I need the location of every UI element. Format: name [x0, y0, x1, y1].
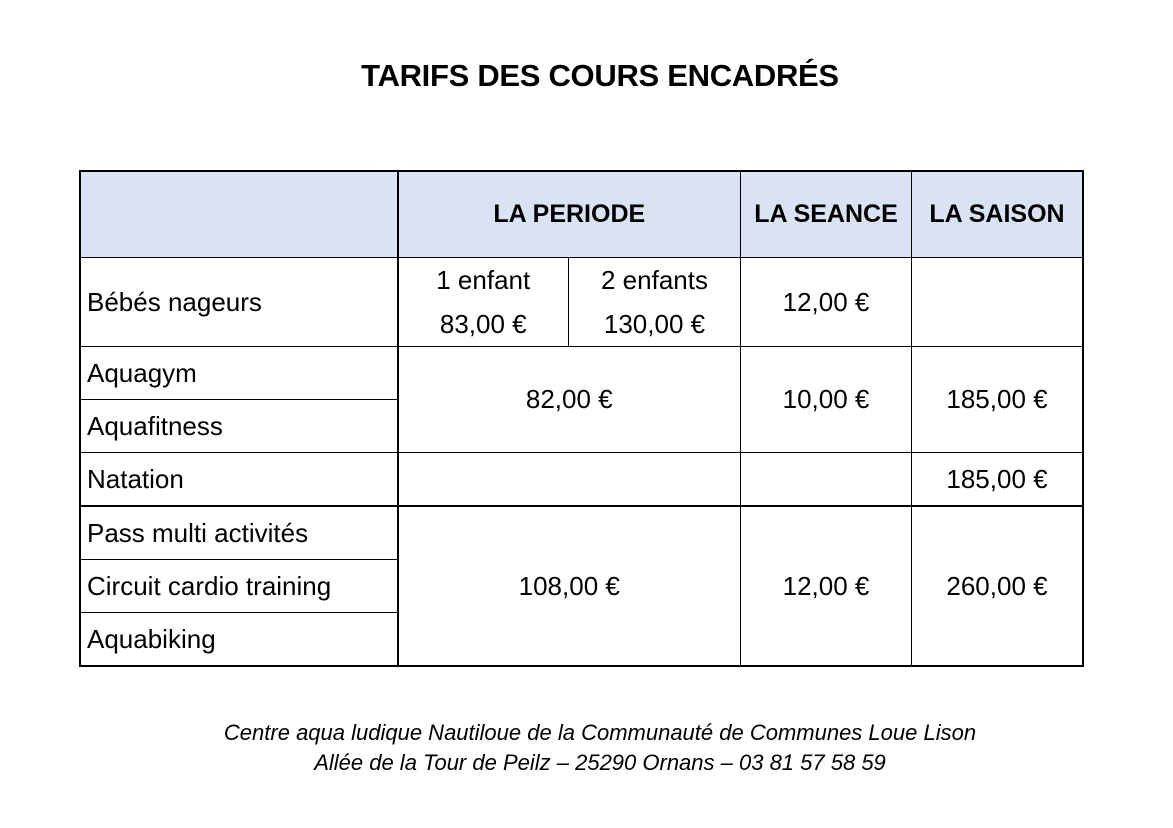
header-row	[81, 172, 1083, 258]
footer-address	[0, 718, 1173, 778]
footer-line-1: Centre aqua ludique Nautiloue de la Communauté de Communes Loue Lison	[223, 720, 977, 745]
row-bebes-nageurs	[81, 258, 1083, 347]
bebes-1-enfant-cell	[398, 258, 569, 347]
row-aquagym	[81, 347, 1083, 400]
pass-periode-price: 108,00 €	[398, 506, 741, 666]
bebes-2-enfants-cell	[569, 258, 741, 347]
bebes-1-enfant-label: 1 enfant	[436, 265, 531, 295]
row-pass-multi	[81, 506, 1083, 560]
aqua-seance-price: 10,00 €	[741, 347, 912, 453]
header-periode: LA PERIODE	[398, 172, 741, 258]
footer-line-2: Allée de la Tour de Peilz – 25290 Ornans – 03 81 57 58 59	[314, 750, 886, 775]
row-label-aquabiking: Aquabiking	[81, 613, 398, 666]
row-label-circuit-cardio: Circuit cardio training	[81, 560, 398, 613]
aqua-periode-price: 82,00 €	[398, 347, 741, 453]
aqua-saison-price: 185,00 €	[912, 347, 1083, 453]
bebes-saison-empty	[912, 258, 1083, 347]
row-label-aquagym: Aquagym	[81, 347, 398, 400]
row-label-aquafitness: Aquafitness	[81, 400, 398, 453]
row-label-pass-multi: Pass multi activités	[81, 506, 398, 560]
price-table	[80, 171, 1083, 666]
pass-saison-price: 260,00 €	[912, 506, 1083, 666]
row-label-natation: Natation	[81, 453, 398, 507]
natation-periode-empty	[398, 453, 741, 507]
natation-saison-price: 185,00 €	[912, 453, 1083, 507]
pass-seance-price: 12,00 €	[741, 506, 912, 666]
row-label-bebes: Bébés nageurs	[81, 258, 398, 347]
bebes-2-enfants-price: 130,00 €	[603, 309, 706, 339]
header-seance: LA SEANCE	[741, 172, 912, 258]
row-natation	[81, 453, 1083, 507]
bebes-1-enfant-price: 83,00 €	[439, 309, 527, 339]
header-empty-cell	[81, 172, 398, 258]
bebes-2-enfants-label: 2 enfants	[601, 265, 708, 295]
header-saison: LA SAISON	[912, 172, 1083, 258]
bebes-seance-price: 12,00 €	[741, 258, 912, 347]
natation-seance-empty	[741, 453, 912, 507]
page-title: TARIFS DES COURS ENCADRÉS	[361, 58, 839, 93]
